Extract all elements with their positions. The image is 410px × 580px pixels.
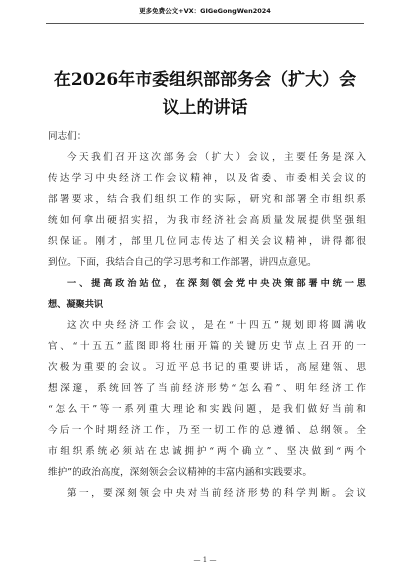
page-number: — 1 — xyxy=(193,556,217,564)
paragraph-line: 今天我们召开这次部务会（扩大）会议，主要任务是深入 xyxy=(67,152,366,163)
paragraph-line: 织保证。刚才，部里几位同志传达了相关会议精神，讲得都很 xyxy=(48,236,366,247)
paragraph-line: 维护”的政治高度，深刻领会会议精神的丰富内涵和实践要求。 xyxy=(48,467,312,478)
paragraph-line: 这次中央经济工作会议，是在“十四五”规划即将圆满收 xyxy=(67,320,366,331)
paragraph-line: 今后一个时期经济工作，乃至一切工作的总遵循、总纲领。全 xyxy=(48,425,366,436)
title-line: 在2026年市委组织部部务会（扩大）会 xyxy=(53,70,357,90)
salutation: 同志们： xyxy=(48,131,87,142)
document-title xyxy=(40,66,370,122)
page-header xyxy=(0,0,410,34)
paragraph-line: “怎么干”等一系列重大理论和实践问题，是我们做好当前和 xyxy=(48,404,366,415)
paragraph-line: 次极为重要的会议。习近平总书记的重要讲话，高屋建瓴、思 xyxy=(48,362,366,373)
section-heading-line: 一、提高政治站位，在深刻领会党中央决策部署中统一思 xyxy=(67,278,366,289)
section-heading-line: 想、凝聚共识 xyxy=(48,299,104,310)
title-line: 议上的讲话 xyxy=(162,98,248,118)
paragraph-line: 市组织系统必须站在忠诚拥护“两个确立”、坚决做到“两个 xyxy=(48,446,366,457)
paragraph-line: 部署要求，结合我们组织工作的实际，研究和部署全市组织系 xyxy=(48,194,366,205)
header-watermark-text: 更多免费公文+VX：GIGeGongWen2024 xyxy=(139,7,271,15)
header-divider xyxy=(46,23,364,24)
paragraph-line: 第一，要深刻领会中央对当前经济形势的科学判断。会议 xyxy=(67,488,366,499)
paragraph-line: 到位。下面，我结合自己的学习思考和工作部署，讲四点意见。 xyxy=(48,257,317,268)
paragraph-line: 想深邃，系统回答了当前经济形势“怎么看”、明年经济工作 xyxy=(48,383,366,394)
paragraph-line: 官、“十五五”蓝图即将壮丽开篇的关键历史节点上召开的一 xyxy=(48,341,366,352)
document-body xyxy=(48,126,366,504)
paragraph-line: 传达学习中央经济工作会议精神，以及省委、市委相关会议的 xyxy=(48,173,366,184)
paragraph-line: 统如何拿出硬招实招，为我市经济社会高质量发展提供坚强组 xyxy=(48,215,366,226)
